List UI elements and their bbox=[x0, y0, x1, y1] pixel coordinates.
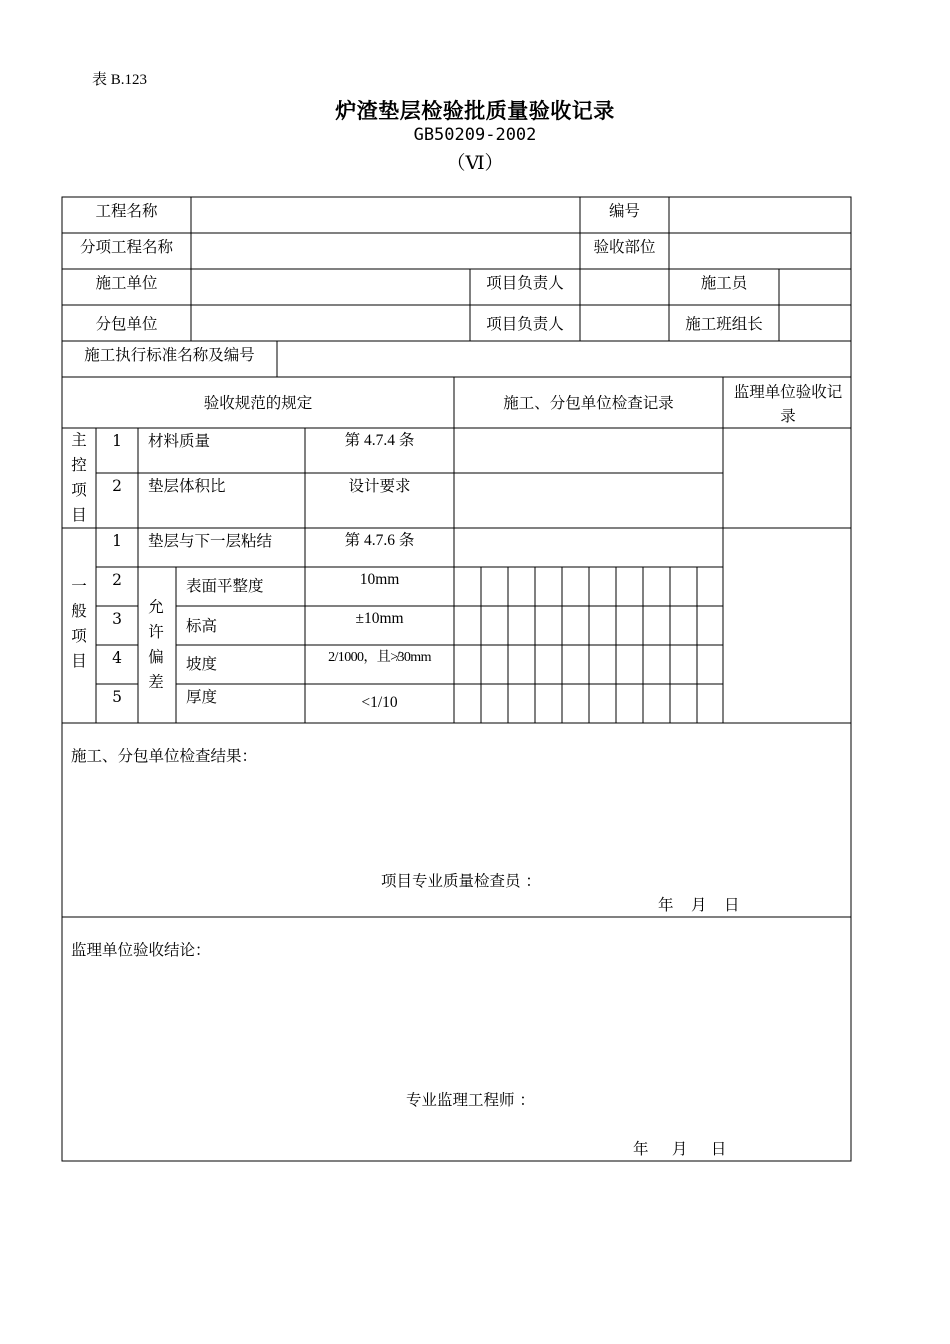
main-item-1-requirement: 第 4.7.4 条 bbox=[344, 432, 415, 449]
construction-unit-field[interactable] bbox=[193, 273, 468, 301]
supervision-conclusion-label: 监理单位验收结论： bbox=[71, 941, 211, 959]
general-item-5-name: 厚度 bbox=[186, 688, 218, 706]
general-item-1-no: 1 bbox=[112, 532, 122, 550]
document-title: 炉渣垫层检验批质量验收记录 bbox=[335, 98, 615, 123]
general-supervision-record[interactable] bbox=[725, 530, 849, 721]
supervision-date-label: 年 月 日 bbox=[633, 1140, 728, 1158]
general-item-1-requirement: 第 4.7.6 条 bbox=[344, 532, 415, 549]
team-leader-field[interactable] bbox=[781, 309, 849, 337]
general-item-3-no: 3 bbox=[112, 610, 122, 628]
general-item-2-no: 2 bbox=[112, 571, 122, 589]
deviation-label: 允许偏差 bbox=[148, 598, 164, 691]
supervision-column-header: 监理单位验收记录 bbox=[733, 383, 843, 425]
sub-project-leader-field[interactable] bbox=[582, 309, 667, 337]
main-item-2-no: 2 bbox=[112, 477, 122, 495]
form-code: 表 B.123 bbox=[92, 72, 148, 88]
general-item-4-requirement: 2/1000，且≯30mm bbox=[328, 650, 431, 665]
general-item-4-name: 坡度 bbox=[186, 655, 218, 673]
main-item-2-requirement: 设计要求 bbox=[348, 477, 411, 495]
subcontractor-label: 分包单位 bbox=[95, 315, 158, 333]
general-item-3-name: 标高 bbox=[186, 617, 218, 635]
main-item-1-no: 1 bbox=[112, 432, 122, 450]
acceptance-part-field[interactable] bbox=[671, 237, 849, 265]
main-item-1-name: 材料质量 bbox=[148, 432, 211, 450]
project-name-label: 工程名称 bbox=[95, 202, 158, 220]
general-item-4-no: 4 bbox=[112, 649, 122, 667]
construction-result-label: 施工、分包单位检查结果： bbox=[71, 747, 258, 765]
general-label: 一般项目 bbox=[71, 577, 87, 670]
construction-unit-label: 施工单位 bbox=[95, 274, 158, 292]
inspection-column-header: 施工、分包单位检查记录 bbox=[503, 394, 674, 412]
number-field[interactable] bbox=[671, 201, 849, 229]
general-item-1-record[interactable] bbox=[456, 531, 721, 564]
project-leader-field[interactable] bbox=[582, 273, 667, 301]
standard-code: GB50209-2002 bbox=[413, 125, 537, 145]
spec-column-header: 验收规范的规定 bbox=[203, 394, 313, 412]
constructor-field[interactable] bbox=[781, 273, 849, 301]
general-item-5-no: 5 bbox=[112, 688, 122, 706]
project-name-field[interactable] bbox=[193, 201, 578, 229]
main-item-2-record[interactable] bbox=[456, 476, 721, 524]
general-item-2-name: 表面平整度 bbox=[186, 577, 264, 595]
sub-project-leader-label: 项目负责人 bbox=[486, 315, 564, 333]
main-control-label: 主控项目 bbox=[71, 431, 87, 524]
project-leader-label: 项目负责人 bbox=[486, 274, 564, 292]
volume-number: （Ⅵ） bbox=[446, 152, 504, 174]
standard-name-label: 施工执行标准名称及编号 bbox=[84, 346, 255, 364]
supervision-engineer-label: 专业监理工程师 ： bbox=[406, 1091, 535, 1109]
constructor-label: 施工员 bbox=[700, 274, 748, 292]
team-leader-label: 施工班组长 bbox=[685, 315, 763, 333]
general-item-3-requirement: ±10mm bbox=[355, 610, 404, 627]
sub-project-field[interactable] bbox=[193, 237, 578, 265]
general-item-2-requirement: 10mm bbox=[359, 571, 400, 588]
general-item-1-name: 垫层与下一层粘结 bbox=[148, 532, 273, 550]
subcontractor-field[interactable] bbox=[193, 309, 468, 337]
construction-date-label: 年 月 日 bbox=[658, 896, 741, 914]
main-item-1-record[interactable] bbox=[456, 431, 721, 469]
general-item-5-requirement: <1/10 bbox=[361, 694, 398, 711]
sub-project-label: 分项工程名称 bbox=[79, 238, 173, 256]
main-item-2-name: 垫层体积比 bbox=[148, 477, 226, 495]
standard-name-field[interactable] bbox=[279, 345, 849, 373]
quality-inspector-label: 项目专业质量检查员 ： bbox=[381, 872, 541, 890]
acceptance-part-label: 验收部位 bbox=[593, 238, 656, 256]
main-supervision-record[interactable] bbox=[725, 430, 849, 526]
number-label: 编号 bbox=[608, 202, 640, 220]
